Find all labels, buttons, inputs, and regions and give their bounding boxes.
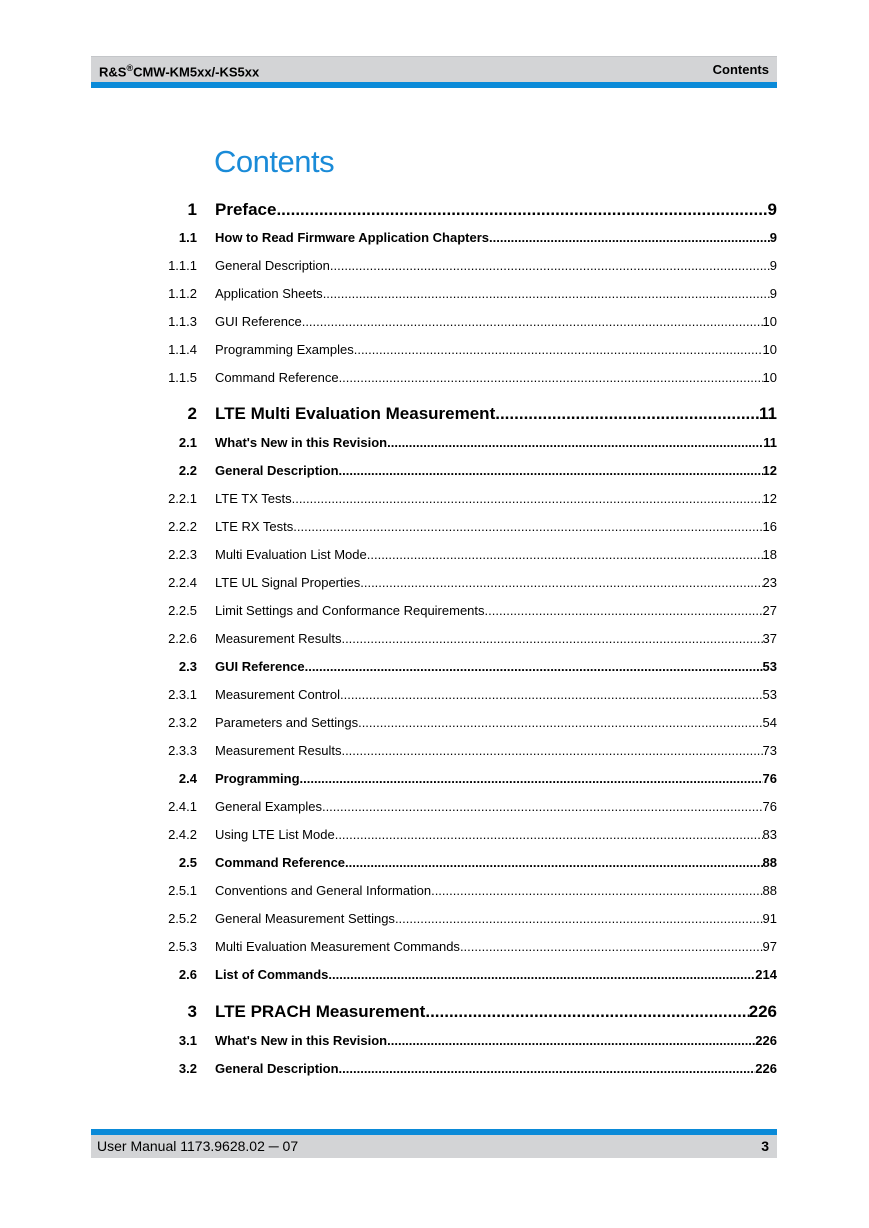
toc-entry-line [215, 258, 777, 273]
toc-entry-title[interactable]: Multi Evaluation Measurement Commands [215, 939, 460, 954]
toc-dot-leader [360, 575, 762, 590]
toc-entry-number: 1.1.4 [168, 342, 197, 357]
toc-entry-page[interactable]: 10 [762, 342, 777, 357]
toc-entry-line [215, 967, 777, 982]
header-product [99, 63, 259, 79]
toc-entry[interactable] [0, 715, 869, 735]
toc-entry-page[interactable]: 11 [763, 435, 777, 450]
toc-entry-title[interactable]: General Examples [215, 799, 322, 814]
toc-entry[interactable] [0, 799, 869, 819]
toc-entry-title[interactable]: LTE RX Tests [215, 519, 294, 534]
toc-entry-line [215, 547, 777, 562]
toc-entry-page[interactable]: 76 [762, 799, 777, 814]
toc-entry-title[interactable]: GUI Reference [215, 314, 302, 329]
toc-entry[interactable] [0, 1002, 869, 1022]
toc-entry-page[interactable]: 53 [762, 659, 777, 674]
header-product-name: CMW-KM5xx/-KS5xx [133, 64, 260, 80]
toc-entry-title[interactable]: Limit Settings and Conformance Requirements [215, 603, 485, 618]
toc-entry-number: 3 [187, 1002, 197, 1021]
toc-entry-line [215, 286, 777, 301]
toc-entry-line [215, 687, 777, 702]
toc-entry-line [215, 603, 777, 618]
toc-entry-title[interactable]: LTE PRACH Measurement [215, 1002, 426, 1021]
toc-entry-line [215, 939, 777, 954]
toc-dot-leader [431, 883, 762, 898]
toc-entry[interactable] [0, 1061, 869, 1081]
toc-dot-leader [339, 1061, 756, 1076]
header-registered-mark: ® [126, 63, 134, 73]
toc-entry-title[interactable]: Command Reference [215, 370, 339, 385]
toc-entry[interactable] [0, 200, 869, 220]
toc-entry-title[interactable]: GUI Reference [215, 659, 305, 674]
toc-dot-leader [292, 491, 763, 506]
toc-entry-line [215, 1033, 777, 1048]
toc-entry-page[interactable]: 226 [755, 1033, 777, 1048]
toc-entry-line [215, 435, 777, 450]
toc-entry-number: 2.2.1 [168, 491, 197, 506]
toc-entry-line [215, 463, 777, 478]
toc-entry-line [215, 370, 777, 385]
toc-dot-leader [276, 200, 767, 220]
header-section: Contents [712, 62, 769, 77]
toc-entry[interactable] [0, 435, 869, 455]
toc-entry-line [215, 883, 777, 898]
toc-entry[interactable] [0, 771, 869, 791]
toc-entry-page[interactable]: 91 [762, 911, 777, 926]
page-footer [91, 1135, 777, 1158]
toc-entry-line [215, 1061, 777, 1076]
toc-entry-title[interactable]: General Description [215, 258, 330, 273]
toc-entry-number: 2.3.1 [168, 687, 197, 702]
toc-dot-leader [302, 314, 763, 329]
toc-entry[interactable] [0, 659, 869, 679]
toc-entry[interactable] [0, 491, 869, 511]
toc-entry-number: 2.5.1 [168, 883, 197, 898]
footer-page-number: 3 [761, 1138, 769, 1154]
toc-entry-number: 2.5.3 [168, 939, 197, 954]
toc-entry-page[interactable]: 12 [762, 463, 777, 478]
toc-entry-number: 3.1 [178, 1033, 197, 1048]
toc-entry-number: 3.2 [178, 1061, 197, 1076]
toc-entry[interactable] [0, 286, 869, 306]
toc-entry-title[interactable]: Programming [215, 771, 300, 786]
toc-entry-number: 1 [187, 200, 197, 219]
page-title: Contents [214, 144, 335, 179]
toc-entry-number: 1.1.3 [168, 314, 197, 329]
toc-entry-page[interactable]: 83 [762, 827, 777, 842]
toc-entry-number: 2.2.6 [168, 631, 197, 646]
toc-entry-line [215, 631, 777, 646]
toc-entry[interactable] [0, 463, 869, 483]
toc-entry[interactable] [0, 883, 869, 903]
toc-entry-line [215, 200, 777, 220]
toc-entry-line [215, 659, 777, 674]
toc-dot-leader [387, 435, 763, 450]
toc-entry-line [215, 1002, 777, 1022]
toc-entry-number: 2.4 [178, 771, 197, 786]
toc-entry-page[interactable]: 23 [762, 575, 777, 590]
toc-dot-leader [322, 799, 763, 814]
toc-entry[interactable] [0, 314, 869, 334]
toc-entry-page[interactable]: 76 [762, 771, 777, 786]
toc-entry-number: 2.3 [178, 659, 197, 674]
toc-entry-number: 2 [187, 404, 197, 423]
toc-entry-line [215, 575, 777, 590]
toc-dot-leader [460, 939, 763, 954]
toc-entry[interactable] [0, 911, 869, 931]
toc-entry[interactable] [0, 603, 869, 623]
toc-entry-page[interactable]: 11 [759, 404, 777, 423]
toc-entry-title[interactable]: Measurement Results [215, 743, 342, 758]
toc-entry-number: 2.4.1 [168, 799, 197, 814]
toc-entry-page[interactable]: 10 [762, 370, 777, 385]
toc-entry-title[interactable]: Measurement Control [215, 687, 340, 702]
toc-entry-line [215, 519, 777, 534]
toc-entry-title[interactable]: Multi Evaluation List Mode [215, 547, 367, 562]
toc-entry-page[interactable]: 214 [755, 967, 777, 982]
toc-entry-title[interactable]: What's New in this Revision [215, 1033, 388, 1048]
toc-entry[interactable] [0, 827, 869, 847]
toc-entry-title[interactable]: LTE TX Tests [215, 491, 292, 506]
header-accent-bar [91, 82, 777, 88]
toc-entry-title[interactable]: Application Sheets [215, 286, 323, 301]
toc-dot-leader [489, 230, 770, 245]
toc-entry[interactable] [0, 743, 869, 763]
toc-entry-number: 2.2.4 [168, 575, 197, 590]
toc-entry-number: 2.2.2 [168, 519, 197, 534]
toc-dot-leader [367, 547, 763, 562]
toc-entry-number: 2.2.3 [168, 547, 197, 562]
toc-entry-title[interactable]: General Description [215, 1061, 339, 1076]
toc-entry-line [215, 314, 777, 329]
toc-entry-number: 2.6 [178, 967, 197, 982]
toc-entry-title[interactable]: List of Commands [215, 967, 329, 982]
toc-entry-line [215, 855, 777, 870]
toc-dot-leader [305, 659, 763, 674]
toc-entry[interactable] [0, 939, 869, 959]
toc-entry-page[interactable]: 53 [762, 687, 777, 702]
toc-entry-line [215, 911, 777, 926]
toc-entry-page[interactable]: 9 [769, 230, 777, 245]
toc-entry-line [215, 230, 777, 245]
toc-entry[interactable] [0, 631, 869, 651]
toc-entry-line [215, 827, 777, 842]
toc-entry-title[interactable]: Parameters and Settings [215, 715, 359, 730]
toc-entry-number: 2.3.2 [168, 715, 197, 730]
toc-dot-leader [425, 1002, 748, 1022]
toc-entry[interactable] [0, 258, 869, 278]
toc-entry-title[interactable]: Using LTE List Mode [215, 827, 335, 842]
toc-entry-line [215, 715, 777, 730]
toc-dot-leader [328, 967, 755, 982]
toc-entry-number: 2.5.2 [168, 911, 197, 926]
toc-dot-leader [358, 715, 762, 730]
toc-entry-title[interactable]: Programming Examples [215, 342, 354, 357]
page-header [91, 56, 777, 83]
toc-dot-leader [341, 743, 762, 758]
toc-entry-title[interactable]: Conventions and General Information [215, 883, 432, 898]
toc-entry-page[interactable]: 9 [769, 286, 777, 301]
toc-dot-leader [340, 687, 763, 702]
toc-entry-number: 2.1 [178, 435, 197, 450]
toc-entry-number: 2.2.5 [168, 603, 197, 618]
footer-manual: User Manual 1173.9628.02 ─ 07 [97, 1138, 299, 1154]
toc-dot-leader [293, 519, 762, 534]
toc-entry-title[interactable]: What's New in this Revision [215, 435, 388, 450]
toc-entry-line [215, 491, 777, 506]
toc-entry-line [215, 342, 777, 357]
toc-entry-page[interactable]: 12 [762, 491, 777, 506]
toc-entry-page[interactable]: 97 [762, 939, 777, 954]
toc-entry-title[interactable]: General Description [215, 463, 339, 478]
toc-entry[interactable] [0, 342, 869, 362]
toc-entry-page[interactable]: 37 [762, 631, 777, 646]
toc-entry-number: 2.3.3 [168, 743, 197, 758]
toc-entry[interactable] [0, 519, 869, 539]
toc-dot-leader [339, 463, 763, 478]
toc-entry-number: 2.4.2 [168, 827, 197, 842]
toc-entry-page[interactable]: 73 [762, 743, 777, 758]
toc-entry-page[interactable]: 27 [762, 603, 777, 618]
toc-dot-leader [345, 855, 762, 870]
toc-entry-title[interactable]: Preface [215, 200, 277, 219]
toc-dot-leader [341, 631, 762, 646]
toc-entry-line [215, 404, 777, 424]
toc-entry[interactable] [0, 687, 869, 707]
toc-dot-leader [485, 603, 763, 618]
toc-entry[interactable] [0, 404, 869, 424]
toc-entry-number: 1.1.5 [168, 370, 197, 385]
toc-entry[interactable] [0, 1033, 869, 1053]
toc-entry-page[interactable]: 226 [755, 1061, 777, 1076]
toc-entry-number: 1.1.1 [168, 258, 197, 273]
toc-entry-page[interactable]: 18 [762, 547, 777, 562]
toc-entry-line [215, 743, 777, 758]
toc-entry-number: 1.1.2 [168, 286, 197, 301]
toc-dot-leader [300, 771, 763, 786]
toc-entry-title[interactable]: How to Read Firmware Application Chapters [215, 230, 490, 245]
toc-entry[interactable] [0, 855, 869, 875]
toc-entry-page[interactable]: 226 [748, 1002, 777, 1021]
toc-dot-leader [354, 342, 763, 357]
toc-entry[interactable] [0, 230, 869, 250]
toc-entry-title[interactable]: LTE Multi Evaluation Measurement [215, 404, 496, 423]
toc-dot-leader [330, 258, 770, 273]
toc-entry-page[interactable]: 54 [762, 715, 777, 730]
toc-entry-title[interactable]: General Measurement Settings [215, 911, 395, 926]
toc-entry-page[interactable]: 88 [762, 855, 777, 870]
toc-entry-title[interactable]: Measurement Results [215, 631, 342, 646]
toc-dot-leader [323, 286, 770, 301]
toc-entry[interactable] [0, 547, 869, 567]
toc-entry-title[interactable]: Command Reference [215, 855, 346, 870]
toc-entry[interactable] [0, 967, 869, 987]
toc-entry-line [215, 771, 777, 786]
toc-entry-page[interactable]: 16 [762, 519, 777, 534]
header-product-prefix: R&S [99, 64, 127, 80]
toc-dot-leader [387, 1033, 755, 1048]
toc-dot-leader [495, 404, 759, 424]
toc-entry[interactable] [0, 575, 869, 595]
toc-dot-leader [335, 827, 763, 842]
toc-entry-number: 1.1 [178, 230, 197, 245]
toc-entry-title[interactable]: LTE UL Signal Properties [215, 575, 361, 590]
toc-entry-page[interactable]: 88 [762, 883, 777, 898]
toc-entry-number: 2.2 [178, 463, 197, 478]
toc-entry-line [215, 799, 777, 814]
toc-entry-page[interactable]: 10 [762, 314, 777, 329]
toc-entry-page[interactable]: 9 [769, 258, 777, 273]
toc-dot-leader [339, 370, 763, 385]
toc-entry-number: 2.5 [178, 855, 197, 870]
toc-dot-leader [395, 911, 763, 926]
toc-entry-page[interactable]: 9 [767, 200, 777, 219]
toc-entry[interactable] [0, 370, 869, 390]
